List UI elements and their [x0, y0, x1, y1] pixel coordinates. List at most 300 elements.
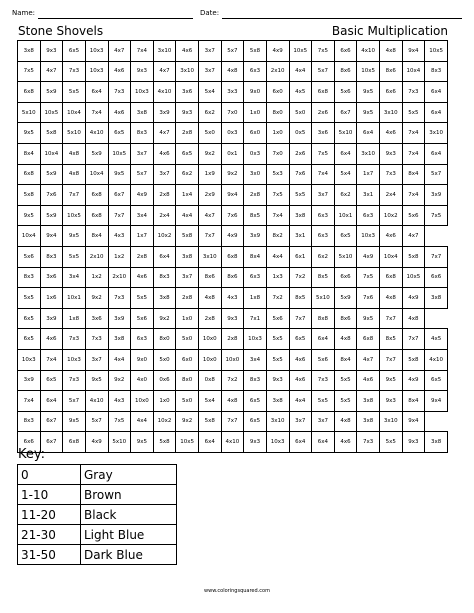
- grid-cell[interactable]: 5x10: [18, 102, 41, 123]
- grid-cell[interactable]: 6x4: [334, 143, 357, 164]
- grid-cell[interactable]: 8x4: [402, 391, 425, 412]
- grid-cell[interactable]: 3x7: [131, 143, 154, 164]
- grid-cell[interactable]: 5x9: [85, 143, 108, 164]
- grid-cell[interactable]: 4x8: [402, 308, 425, 329]
- grid-cell[interactable]: 10x3: [63, 349, 86, 370]
- grid-cell[interactable]: 8x4: [244, 246, 267, 267]
- grid-cell[interactable]: 5x8: [402, 349, 425, 370]
- grid-cell[interactable]: 8x0: [153, 329, 176, 350]
- grid-cell[interactable]: 3x9: [108, 308, 131, 329]
- grid-cell[interactable]: 5x8: [18, 185, 41, 206]
- grid-cell[interactable]: 7x2: [221, 370, 244, 391]
- grid-cell[interactable]: 8x6: [334, 308, 357, 329]
- grid-cell[interactable]: 9x2: [108, 370, 131, 391]
- grid-cell[interactable]: 10x3: [85, 61, 108, 82]
- grid-cell[interactable]: 9x4: [40, 226, 63, 247]
- grid-cell[interactable]: 6x3: [357, 205, 380, 226]
- grid-cell[interactable]: 3x7: [289, 411, 312, 432]
- grid-cell[interactable]: 4x8: [334, 411, 357, 432]
- grid-cell[interactable]: 3x4: [63, 267, 86, 288]
- grid-cell[interactable]: 6x4: [40, 391, 63, 412]
- grid-cell[interactable]: 7x3: [108, 288, 131, 309]
- grid-cell[interactable]: 1x8: [63, 308, 86, 329]
- grid-cell[interactable]: 2x8: [153, 185, 176, 206]
- grid-cell[interactable]: 9x5: [18, 205, 41, 226]
- grid-cell[interactable]: 7x1: [244, 308, 267, 329]
- grid-cell[interactable]: 8x6: [199, 267, 222, 288]
- grid-cell[interactable]: 6x2: [334, 185, 357, 206]
- grid-cell[interactable]: 7x7: [425, 246, 448, 267]
- grid-cell[interactable]: 10x0: [199, 329, 222, 350]
- grid-cell[interactable]: 5x8: [402, 246, 425, 267]
- grid-cell[interactable]: 3x8: [266, 391, 289, 412]
- grid-cell[interactable]: 5x6: [266, 308, 289, 329]
- grid-cell[interactable]: 3x4: [131, 205, 154, 226]
- grid-cell[interactable]: 3x1: [357, 185, 380, 206]
- grid-cell[interactable]: 8x3: [18, 411, 41, 432]
- grid-cell[interactable]: 2x4: [380, 185, 403, 206]
- grid-cell[interactable]: 8x8: [312, 308, 335, 329]
- grid-cell[interactable]: 0x8: [199, 370, 222, 391]
- grid-cell[interactable]: 7x7: [221, 411, 244, 432]
- grid-cell[interactable]: 7x0: [266, 143, 289, 164]
- grid-cell[interactable]: 5x7: [221, 41, 244, 62]
- grid-cell[interactable]: 3x9: [244, 226, 267, 247]
- grid-cell[interactable]: 4x7: [402, 226, 425, 247]
- grid-cell[interactable]: 4x10: [425, 349, 448, 370]
- grid-cell[interactable]: 5x6: [402, 205, 425, 226]
- grid-cell[interactable]: 4x4: [176, 205, 199, 226]
- grid-cell[interactable]: 5x6: [131, 308, 154, 329]
- grid-cell[interactable]: 8x6: [380, 61, 403, 82]
- grid-cell[interactable]: 7x6: [40, 185, 63, 206]
- grid-cell[interactable]: 3x6: [40, 267, 63, 288]
- grid-cell[interactable]: 7x4: [40, 349, 63, 370]
- grid-cell[interactable]: 4x7: [199, 205, 222, 226]
- grid-cell[interactable]: 10x5: [425, 41, 448, 62]
- grid-cell[interactable]: 8x5: [312, 267, 335, 288]
- grid-cell[interactable]: 5x10: [334, 123, 357, 144]
- grid-cell[interactable]: 5x0: [153, 349, 176, 370]
- grid-cell[interactable]: 6x4: [357, 123, 380, 144]
- grid-cell[interactable]: 5x6: [18, 246, 41, 267]
- grid-cell[interactable]: 9x3: [380, 143, 403, 164]
- grid-cell[interactable]: 4x7: [357, 349, 380, 370]
- grid-cell[interactable]: 6x2: [312, 246, 335, 267]
- grid-cell[interactable]: 4x10: [357, 41, 380, 62]
- grid-cell[interactable]: 5x10: [63, 123, 86, 144]
- grid-cell[interactable]: 6x8: [85, 205, 108, 226]
- grid-cell[interactable]: 10x5: [357, 61, 380, 82]
- grid-cell[interactable]: 6x5: [425, 370, 448, 391]
- grid-cell[interactable]: 5x5: [312, 391, 335, 412]
- grid-cell[interactable]: 7x7: [402, 329, 425, 350]
- grid-cell[interactable]: 6x7: [40, 432, 63, 453]
- grid-cell[interactable]: 6x3: [312, 205, 335, 226]
- grid-cell[interactable]: 10x4: [63, 102, 86, 123]
- grid-cell[interactable]: 4x3: [108, 226, 131, 247]
- grid-cell[interactable]: 9x5: [131, 432, 154, 453]
- grid-cell[interactable]: 4x8: [199, 288, 222, 309]
- grid-cell[interactable]: 3x10: [357, 143, 380, 164]
- grid-cell[interactable]: 3x8: [18, 41, 41, 62]
- grid-cell[interactable]: 4x7: [108, 41, 131, 62]
- grid-cell[interactable]: 7x3: [357, 432, 380, 453]
- grid-cell[interactable]: 4x9: [85, 432, 108, 453]
- grid-cell[interactable]: 8x3: [18, 267, 41, 288]
- grid-cell[interactable]: 9x4: [402, 411, 425, 432]
- grid-cell[interactable]: 5x5: [266, 329, 289, 350]
- grid-cell[interactable]: 5x0: [176, 391, 199, 412]
- grid-cell[interactable]: 5x5: [380, 432, 403, 453]
- grid-cell[interactable]: 7x3: [108, 82, 131, 103]
- grid-cell[interactable]: 9x5: [108, 164, 131, 185]
- grid-cell[interactable]: 0x6: [153, 370, 176, 391]
- grid-cell[interactable]: 7x5: [312, 41, 335, 62]
- grid-cell[interactable]: 7x3: [380, 164, 403, 185]
- grid-cell[interactable]: 0x3: [221, 123, 244, 144]
- grid-cell[interactable]: 9x5: [357, 308, 380, 329]
- grid-cell[interactable]: 4x6: [108, 61, 131, 82]
- grid-cell[interactable]: 9x0: [131, 349, 154, 370]
- grid-cell[interactable]: 8x3: [153, 267, 176, 288]
- grid-cell[interactable]: 6x3: [312, 226, 335, 247]
- grid-cell[interactable]: 6x0: [244, 123, 267, 144]
- grid-cell[interactable]: 6x8: [85, 185, 108, 206]
- grid-cell[interactable]: 5x8: [244, 41, 267, 62]
- grid-cell[interactable]: 6x5: [244, 411, 267, 432]
- grid-cell[interactable]: 4x7: [40, 61, 63, 82]
- grid-cell[interactable]: 8x3: [425, 61, 448, 82]
- grid-cell[interactable]: 6x7: [40, 411, 63, 432]
- grid-cell[interactable]: 5x8: [199, 411, 222, 432]
- grid-cell[interactable]: 5x10: [108, 432, 131, 453]
- grid-cell[interactable]: 2x8: [176, 288, 199, 309]
- grid-cell[interactable]: 7x7: [289, 308, 312, 329]
- grid-cell[interactable]: 4x4: [266, 246, 289, 267]
- grid-cell[interactable]: 3x3: [221, 82, 244, 103]
- grid-cell[interactable]: 6x3: [244, 267, 267, 288]
- grid-cell[interactable]: 3x10: [266, 411, 289, 432]
- grid-cell[interactable]: 6x5: [18, 329, 41, 350]
- grid-cell[interactable]: 7x4: [85, 102, 108, 123]
- grid-cell[interactable]: 6x5: [40, 370, 63, 391]
- grid-cell[interactable]: 4x6: [153, 143, 176, 164]
- grid-cell[interactable]: 5x6: [312, 349, 335, 370]
- grid-cell[interactable]: 5x8: [153, 432, 176, 453]
- grid-cell[interactable]: 6x8: [380, 267, 403, 288]
- grid-cell[interactable]: 6x6: [334, 267, 357, 288]
- grid-cell[interactable]: 1x0: [176, 308, 199, 329]
- grid-cell[interactable]: 3x0: [244, 164, 267, 185]
- grid-cell[interactable]: 9x5: [18, 123, 41, 144]
- grid-cell[interactable]: 6x0: [266, 82, 289, 103]
- grid-cell[interactable]: 9x4: [221, 185, 244, 206]
- grid-cell[interactable]: 6x6: [425, 267, 448, 288]
- grid-cell[interactable]: 5x10: [312, 288, 335, 309]
- grid-cell[interactable]: 3x10: [425, 123, 448, 144]
- grid-cell[interactable]: 4x8: [380, 288, 403, 309]
- grid-cell[interactable]: 9x3: [380, 391, 403, 412]
- grid-cell[interactable]: 9x3: [402, 432, 425, 453]
- grid-cell[interactable]: 7x2: [289, 267, 312, 288]
- grid-cell[interactable]: 5x5: [266, 349, 289, 370]
- grid-cell[interactable]: 6x4: [312, 432, 335, 453]
- grid-cell[interactable]: 3x10: [153, 41, 176, 62]
- grid-cell[interactable]: 8x4: [18, 143, 41, 164]
- grid-cell[interactable]: 6x6: [334, 41, 357, 62]
- grid-cell[interactable]: 5x7: [425, 164, 448, 185]
- grid-cell[interactable]: 4x3: [108, 391, 131, 412]
- grid-cell[interactable]: 9x3: [244, 432, 267, 453]
- grid-cell[interactable]: 7x7: [199, 226, 222, 247]
- grid-cell[interactable]: 3x9: [40, 308, 63, 329]
- grid-cell[interactable]: 7x6: [289, 164, 312, 185]
- grid-cell[interactable]: 6x5: [176, 143, 199, 164]
- grid-cell[interactable]: 2x4: [153, 205, 176, 226]
- grid-cell[interactable]: 10x5: [40, 102, 63, 123]
- grid-cell[interactable]: 5x9: [40, 82, 63, 103]
- grid-cell[interactable]: 4x10: [153, 82, 176, 103]
- grid-cell[interactable]: 1x7: [131, 226, 154, 247]
- grid-cell[interactable]: 10x3: [244, 329, 267, 350]
- grid-cell[interactable]: 2x6: [312, 102, 335, 123]
- grid-cell[interactable]: 3x8: [108, 329, 131, 350]
- grid-cell[interactable]: 1x8: [244, 288, 267, 309]
- grid-cell[interactable]: 6x4: [425, 82, 448, 103]
- grid-cell[interactable]: 0x5: [289, 123, 312, 144]
- grid-cell[interactable]: 4x8: [221, 61, 244, 82]
- grid-cell[interactable]: 9x3: [266, 370, 289, 391]
- grid-cell[interactable]: 5x0: [289, 102, 312, 123]
- grid-cell[interactable]: 3x8: [131, 102, 154, 123]
- grid-cell[interactable]: 9x5: [357, 82, 380, 103]
- grid-cell[interactable]: 4x6: [289, 370, 312, 391]
- grid-cell[interactable]: 7x5: [266, 185, 289, 206]
- grid-cell[interactable]: 3x10: [199, 246, 222, 267]
- grid-cell[interactable]: 9x5: [63, 411, 86, 432]
- grid-cell[interactable]: 4x8: [63, 164, 86, 185]
- grid-cell[interactable]: 3x8: [425, 432, 448, 453]
- grid-cell[interactable]: 4x5: [289, 82, 312, 103]
- grid-cell[interactable]: 6x4: [153, 246, 176, 267]
- grid-cell[interactable]: 4x7: [153, 61, 176, 82]
- grid-cell[interactable]: 7x4: [18, 391, 41, 412]
- grid-cell[interactable]: 6x5: [244, 391, 267, 412]
- grid-cell[interactable]: 4x5: [425, 329, 448, 350]
- grid-cell[interactable]: 2x8: [221, 329, 244, 350]
- grid-cell[interactable]: 5x5: [131, 288, 154, 309]
- grid-cell[interactable]: 6x5: [18, 308, 41, 329]
- grid-cell[interactable]: 6x6: [380, 82, 403, 103]
- grid-cell[interactable]: 5x3: [266, 164, 289, 185]
- grid-cell[interactable]: 9x2: [199, 143, 222, 164]
- grid-cell[interactable]: 7x3: [85, 329, 108, 350]
- grid-cell[interactable]: 2x8: [199, 308, 222, 329]
- grid-cell[interactable]: 9x0: [244, 82, 267, 103]
- grid-cell[interactable]: 9x4: [402, 41, 425, 62]
- grid-cell[interactable]: 1x4: [176, 185, 199, 206]
- grid-cell[interactable]: 5x5: [402, 102, 425, 123]
- grid-cell[interactable]: 4x6: [380, 226, 403, 247]
- grid-cell[interactable]: 8x3: [244, 370, 267, 391]
- grid-cell[interactable]: 3x9: [18, 370, 41, 391]
- grid-cell[interactable]: 6x7: [334, 102, 357, 123]
- grid-cell[interactable]: 5x8: [40, 123, 63, 144]
- grid-cell[interactable]: 6x8: [18, 164, 41, 185]
- grid-cell[interactable]: 3x7: [199, 61, 222, 82]
- grid-cell[interactable]: 9x3: [40, 41, 63, 62]
- grid-cell[interactable]: 2x6: [289, 143, 312, 164]
- grid-cell[interactable]: 5x4: [199, 82, 222, 103]
- grid-cell[interactable]: 3x8: [176, 246, 199, 267]
- grid-cell[interactable]: 5x9: [334, 288, 357, 309]
- grid-cell[interactable]: 8x2: [266, 226, 289, 247]
- grid-cell[interactable]: 2x8: [244, 185, 267, 206]
- grid-cell[interactable]: 2x10: [85, 246, 108, 267]
- grid-cell[interactable]: 4x6: [40, 329, 63, 350]
- grid-cell[interactable]: 4x7: [153, 123, 176, 144]
- grid-cell[interactable]: 4x0: [131, 370, 154, 391]
- grid-cell[interactable]: 7x3: [63, 370, 86, 391]
- grid-cell[interactable]: 10x3: [357, 226, 380, 247]
- grid-cell[interactable]: 10x4: [85, 164, 108, 185]
- grid-cell[interactable]: 9x2: [176, 411, 199, 432]
- grid-cell[interactable]: 6x8: [221, 246, 244, 267]
- grid-cell[interactable]: 10x4: [18, 226, 41, 247]
- grid-cell[interactable]: 7x7: [380, 308, 403, 329]
- grid-cell[interactable]: 5x10: [334, 246, 357, 267]
- grid-cell[interactable]: 7x7: [108, 205, 131, 226]
- grid-cell[interactable]: 4x9: [266, 41, 289, 62]
- grid-cell[interactable]: 9x5: [357, 102, 380, 123]
- grid-cell[interactable]: 5x5: [63, 246, 86, 267]
- grid-cell[interactable]: 7x3: [402, 82, 425, 103]
- grid-cell[interactable]: 8x6: [334, 61, 357, 82]
- grid-cell[interactable]: 6x0: [176, 349, 199, 370]
- grid-cell[interactable]: 1x0: [266, 123, 289, 144]
- grid-cell[interactable]: 6x4: [425, 143, 448, 164]
- grid-cell[interactable]: 6x8: [312, 82, 335, 103]
- grid-cell[interactable]: 7x4: [402, 185, 425, 206]
- grid-cell[interactable]: 10x5: [108, 143, 131, 164]
- grid-cell[interactable]: 6x8: [63, 432, 86, 453]
- grid-cell[interactable]: 2x8: [131, 246, 154, 267]
- grid-cell[interactable]: 6x3: [244, 61, 267, 82]
- grid-cell[interactable]: 2x8: [176, 123, 199, 144]
- grid-cell[interactable]: 6x5: [334, 226, 357, 247]
- grid-cell[interactable]: 10x0: [199, 349, 222, 370]
- grid-cell[interactable]: 6x4: [199, 432, 222, 453]
- grid-cell[interactable]: 1x9: [199, 164, 222, 185]
- grid-cell[interactable]: 7x3: [63, 329, 86, 350]
- grid-cell[interactable]: 7x5: [108, 411, 131, 432]
- grid-cell[interactable]: 5x5: [334, 370, 357, 391]
- grid-cell[interactable]: 4x4: [289, 391, 312, 412]
- grid-cell[interactable]: 10x3: [18, 349, 41, 370]
- grid-cell[interactable]: 5x4: [199, 391, 222, 412]
- grid-cell[interactable]: 8x4: [334, 349, 357, 370]
- grid-cell[interactable]: 3x10: [176, 61, 199, 82]
- grid-cell[interactable]: 6x4: [85, 82, 108, 103]
- grid-cell[interactable]: 4x10: [85, 123, 108, 144]
- grid-cell[interactable]: 10x0: [221, 349, 244, 370]
- grid-cell[interactable]: 7x5: [18, 61, 41, 82]
- grid-cell[interactable]: 3x8: [153, 288, 176, 309]
- grid-cell[interactable]: 3x7: [199, 41, 222, 62]
- grid-cell[interactable]: 3x7: [85, 349, 108, 370]
- grid-cell[interactable]: 1x2: [85, 267, 108, 288]
- grid-cell[interactable]: 6x5: [289, 329, 312, 350]
- grid-cell[interactable]: 6x7: [108, 185, 131, 206]
- grid-cell[interactable]: 4x6: [334, 432, 357, 453]
- grid-cell[interactable]: 5x7: [131, 164, 154, 185]
- grid-cell[interactable]: 9x3: [131, 61, 154, 82]
- grid-cell[interactable]: 1x2: [108, 246, 131, 267]
- grid-cell[interactable]: 3x4: [244, 349, 267, 370]
- grid-cell[interactable]: 7x2: [266, 288, 289, 309]
- grid-cell[interactable]: 1x0: [153, 391, 176, 412]
- grid-cell[interactable]: 5x5: [63, 82, 86, 103]
- grid-cell[interactable]: 7x5: [425, 205, 448, 226]
- grid-cell[interactable]: 8x6: [221, 267, 244, 288]
- grid-cell[interactable]: 1x7: [357, 164, 380, 185]
- grid-cell[interactable]: 7x3: [63, 61, 86, 82]
- grid-cell[interactable]: 7x4: [402, 123, 425, 144]
- grid-cell[interactable]: 9x5: [85, 370, 108, 391]
- grid-cell[interactable]: 6x6: [18, 432, 41, 453]
- grid-cell[interactable]: 10x1: [334, 205, 357, 226]
- grid-cell[interactable]: 5x9: [40, 164, 63, 185]
- grid-cell[interactable]: 4x4: [289, 61, 312, 82]
- grid-cell[interactable]: 7x3: [312, 370, 335, 391]
- grid-cell[interactable]: 4x9: [131, 185, 154, 206]
- grid-cell[interactable]: 4x8: [221, 391, 244, 412]
- grid-cell[interactable]: 3x6: [85, 308, 108, 329]
- grid-cell[interactable]: 8x3: [40, 246, 63, 267]
- grid-cell[interactable]: 3x10: [380, 102, 403, 123]
- grid-cell[interactable]: 3x6: [176, 82, 199, 103]
- grid-cell[interactable]: 3x10: [380, 411, 403, 432]
- grid-cell[interactable]: 5x0: [199, 123, 222, 144]
- grid-cell[interactable]: 7x5: [357, 267, 380, 288]
- grid-cell[interactable]: 7x7: [380, 349, 403, 370]
- grid-cell[interactable]: 9x4: [425, 391, 448, 412]
- grid-cell[interactable]: 3x8: [425, 288, 448, 309]
- grid-cell[interactable]: 4x6: [380, 123, 403, 144]
- grid-cell[interactable]: 4x8: [334, 329, 357, 350]
- grid-cell[interactable]: 6x8: [18, 82, 41, 103]
- grid-cell[interactable]: 3x7: [312, 185, 335, 206]
- grid-cell[interactable]: 7x4: [266, 205, 289, 226]
- grid-cell[interactable]: 4x9: [402, 288, 425, 309]
- grid-cell[interactable]: 5x7: [312, 61, 335, 82]
- grid-cell[interactable]: 9x5: [63, 226, 86, 247]
- grid-cell[interactable]: 7x5: [312, 143, 335, 164]
- grid-cell[interactable]: 7x7: [63, 185, 86, 206]
- grid-cell[interactable]: 8x4: [85, 226, 108, 247]
- grid-cell[interactable]: 8x5: [289, 288, 312, 309]
- grid-cell[interactable]: 9x2: [153, 308, 176, 329]
- grid-cell[interactable]: 4x6: [176, 41, 199, 62]
- grid-cell[interactable]: 10x3: [85, 41, 108, 62]
- grid-cell[interactable]: 8x4: [402, 164, 425, 185]
- grid-cell[interactable]: 2x10: [266, 61, 289, 82]
- grid-cell[interactable]: 8x3: [131, 123, 154, 144]
- grid-cell[interactable]: 10x2: [380, 205, 403, 226]
- grid-cell[interactable]: 10x0: [131, 391, 154, 412]
- grid-cell[interactable]: 10x5: [289, 41, 312, 62]
